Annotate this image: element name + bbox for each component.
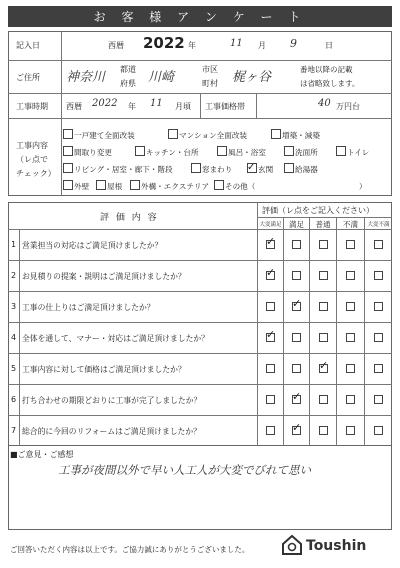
- checkbox[interactable]: [214, 180, 224, 190]
- work-period-year-value[interactable]: 2022: [92, 98, 118, 109]
- evaluation-row: [8, 353, 392, 384]
- work-item[interactable]: 増築・減築: [271, 127, 320, 144]
- question-text: お見積りの提案・説明はご満足頂けましたか？: [22, 272, 186, 281]
- work-period-label: 工事時期: [16, 102, 48, 111]
- rating-label-satisfied: 満足: [289, 220, 304, 229]
- checkbox[interactable]: [168, 129, 178, 139]
- rating-checkbox-checked[interactable]: [266, 333, 275, 342]
- address-shi-ku: 市区: [202, 65, 218, 74]
- row-divider: [8, 415, 392, 416]
- work-item[interactable]: 間取り変更: [63, 144, 135, 161]
- work-item[interactable]: 窓まわり: [191, 161, 247, 178]
- rating-checkbox[interactable]: [346, 302, 355, 311]
- rating-checkbox[interactable]: [266, 302, 275, 311]
- rating-checkbox[interactable]: [374, 271, 383, 280]
- rating-checkbox[interactable]: [346, 333, 355, 342]
- date-year-value[interactable]: 2022: [143, 34, 185, 52]
- work-item[interactable]: 屋根: [96, 178, 130, 195]
- question-number: 1: [10, 240, 17, 249]
- work-item[interactable]: ✓ 玄関: [247, 161, 284, 178]
- work-item[interactable]: 外構・エクステリア: [130, 178, 214, 195]
- row-divider: [8, 260, 392, 261]
- checkbox[interactable]: [130, 180, 140, 190]
- work-item[interactable]: 洗面所: [284, 144, 336, 161]
- question-number: 5: [10, 364, 17, 373]
- work-row-3: [63, 161, 395, 178]
- date-year-unit: 年: [188, 41, 196, 50]
- question-text: 営業担当の対応はご満足頂けましたか？: [22, 241, 163, 250]
- row-divider: [8, 353, 392, 354]
- work-period-year-unit: 年: [128, 102, 136, 111]
- rating-checkbox-checked[interactable]: [292, 395, 301, 404]
- rating-checkbox[interactable]: [292, 271, 301, 280]
- opinion-label: ■ご意見・ご感想: [10, 450, 74, 459]
- evaluation-row: [8, 291, 392, 322]
- date-month-unit: 月: [258, 41, 266, 50]
- address-town-value[interactable]: 梶ヶ谷: [232, 70, 272, 85]
- checkbox[interactable]: [284, 146, 294, 156]
- evaluation-content-header: 評 価 内 容: [100, 213, 159, 223]
- address-note-1: 番地以降の記載: [300, 65, 353, 74]
- rating-label-dissatisfied: 不満: [343, 220, 358, 229]
- checkbox[interactable]: [63, 163, 73, 173]
- work-item[interactable]: キッチン・台所: [135, 144, 217, 161]
- date-era: 西暦: [108, 41, 124, 50]
- checkbox[interactable]: [191, 163, 201, 173]
- other-close-paren: ）: [359, 182, 367, 191]
- rating-checkbox[interactable]: [346, 426, 355, 435]
- checkbox[interactable]: [63, 146, 73, 156]
- rating-checkbox[interactable]: [374, 395, 383, 404]
- question-number: 3: [10, 302, 17, 311]
- checkbox[interactable]: [135, 146, 145, 156]
- work-period-month-unit: 月頃: [175, 102, 191, 111]
- rating-checkbox[interactable]: [346, 395, 355, 404]
- rating-checkbox[interactable]: [374, 302, 383, 311]
- date-day-value[interactable]: 9: [290, 37, 297, 50]
- checkbox[interactable]: [336, 146, 346, 156]
- rating-checkbox[interactable]: [292, 333, 301, 342]
- rating-checkbox[interactable]: [346, 271, 355, 280]
- rating-checkbox[interactable]: [319, 426, 328, 435]
- checkbox[interactable]: [284, 163, 294, 173]
- rating-label-neutral: 普通: [315, 220, 331, 229]
- address-prefecture-value[interactable]: 神奈川: [66, 70, 106, 85]
- rating-checkbox[interactable]: [346, 364, 355, 373]
- work-content-label-3: チェック）: [16, 169, 56, 178]
- date-day-unit: 日: [325, 41, 333, 50]
- work-item[interactable]: 給湯器: [284, 161, 318, 178]
- rating-checkbox[interactable]: [266, 395, 275, 404]
- evaluation-row: [8, 415, 392, 446]
- evaluation-row: [8, 322, 392, 353]
- evaluation-row: [8, 260, 392, 291]
- date-label: 記入日: [16, 41, 40, 50]
- address-to-do: 都道: [120, 65, 136, 74]
- checkbox-checked[interactable]: [247, 163, 257, 173]
- rating-checkbox[interactable]: [319, 271, 328, 280]
- checkbox[interactable]: [96, 180, 106, 190]
- question-text: 全体を通して、マナー・対応はご満足頂けましたか？: [22, 334, 209, 343]
- date-month-value[interactable]: 11: [230, 38, 243, 49]
- rating-checkbox[interactable]: [374, 333, 383, 342]
- rating-checkbox[interactable]: [319, 333, 328, 342]
- evaluation-rating-header: 評価（レ点をご記入ください）: [262, 206, 374, 215]
- work-item[interactable]: その他（: [214, 178, 359, 195]
- footer-thanks: ご回答いただく内容は以上です。ご協力誠にありがとうございました。: [10, 545, 250, 554]
- work-item[interactable]: リビング・居室・廊下・階段: [63, 161, 191, 178]
- rating-checkbox-checked[interactable]: [266, 271, 275, 280]
- house-logo-icon: [281, 534, 303, 556]
- price-range-label: 工事価格帯: [205, 102, 245, 111]
- rating-checkbox[interactable]: [319, 240, 328, 249]
- question-number: 6: [10, 395, 17, 404]
- work-item[interactable]: マンション全面改装: [168, 127, 271, 144]
- work-item[interactable]: 一戸建て全面改装: [63, 127, 168, 144]
- checkbox[interactable]: [271, 129, 281, 139]
- work-item[interactable]: 風呂・浴室: [217, 144, 284, 161]
- address-label: ご住所: [16, 73, 40, 82]
- work-period-era: 西暦: [66, 102, 82, 111]
- work-content-label-1: 工事内容: [16, 141, 48, 150]
- row-divider: [8, 384, 392, 385]
- question-text: 総合的に今回のリフォームはご満足頂けましたか？: [22, 427, 201, 436]
- row-divider: [8, 322, 392, 323]
- address-cho-son: 町村: [202, 79, 218, 88]
- rating-label-very-dissatisfied: 大変不満: [367, 222, 390, 228]
- address-city-value[interactable]: 川崎: [148, 70, 175, 85]
- checkbox[interactable]: [217, 146, 227, 156]
- rating-checkbox[interactable]: [374, 364, 383, 373]
- work-content-checklist: [63, 127, 395, 195]
- rating-checkbox-checked[interactable]: [292, 302, 301, 311]
- question-text: 打ち合わせの期限どおりに工事が完了しましたか？: [22, 396, 202, 405]
- question-number: 7: [10, 426, 17, 435]
- price-range-value[interactable]: 40: [318, 98, 331, 109]
- work-row-2: [63, 144, 395, 161]
- rating-checkbox[interactable]: [374, 426, 383, 435]
- opinion-text[interactable]: 工事が夜間以外で早い人工人が大変でびれて思い: [58, 463, 311, 477]
- address-note-2: は省略致します。: [300, 79, 360, 88]
- question-number: 4: [10, 333, 17, 342]
- brand-name: Toushin: [306, 538, 367, 554]
- rating-checkbox[interactable]: [266, 426, 275, 435]
- rating-checkbox-checked[interactable]: [319, 364, 328, 373]
- rating-checkbox-checked[interactable]: [292, 426, 301, 435]
- evaluation-row: [8, 384, 392, 415]
- rating-checkbox[interactable]: [374, 240, 383, 249]
- rating-label-very-satisfied: 大変満足: [259, 222, 282, 228]
- work-content-label-2: （レ点で: [16, 155, 48, 164]
- rating-checkbox[interactable]: [292, 364, 301, 373]
- work-item[interactable]: トイレ: [336, 144, 369, 161]
- work-period-month-value[interactable]: 11: [150, 98, 163, 109]
- rating-checkbox[interactable]: [266, 364, 275, 373]
- evaluation-row: [8, 229, 392, 260]
- rating-checkbox[interactable]: [292, 240, 301, 249]
- price-range-unit: 万円台: [336, 102, 360, 111]
- rating-checkbox[interactable]: [319, 302, 328, 311]
- question-text: 工事の仕上りはご満足頂けましたか？: [22, 303, 155, 312]
- work-item[interactable]: 外壁: [63, 178, 96, 195]
- address-fu-ken: 府県: [120, 79, 136, 88]
- rating-checkbox[interactable]: [319, 395, 328, 404]
- work-row-1: [63, 127, 395, 144]
- survey-title: お 客 様 ア ン ケ ー ト: [8, 6, 392, 27]
- checkbox[interactable]: [63, 180, 73, 190]
- rating-checkbox-checked[interactable]: [266, 240, 275, 249]
- work-row-4: [63, 178, 395, 195]
- rating-checkbox[interactable]: [346, 240, 355, 249]
- checkbox[interactable]: [63, 129, 73, 139]
- question-text: 工事内容に対して価格はご満足頂けましたか？: [22, 365, 186, 374]
- question-number: 2: [10, 271, 17, 280]
- row-divider: [8, 291, 392, 292]
